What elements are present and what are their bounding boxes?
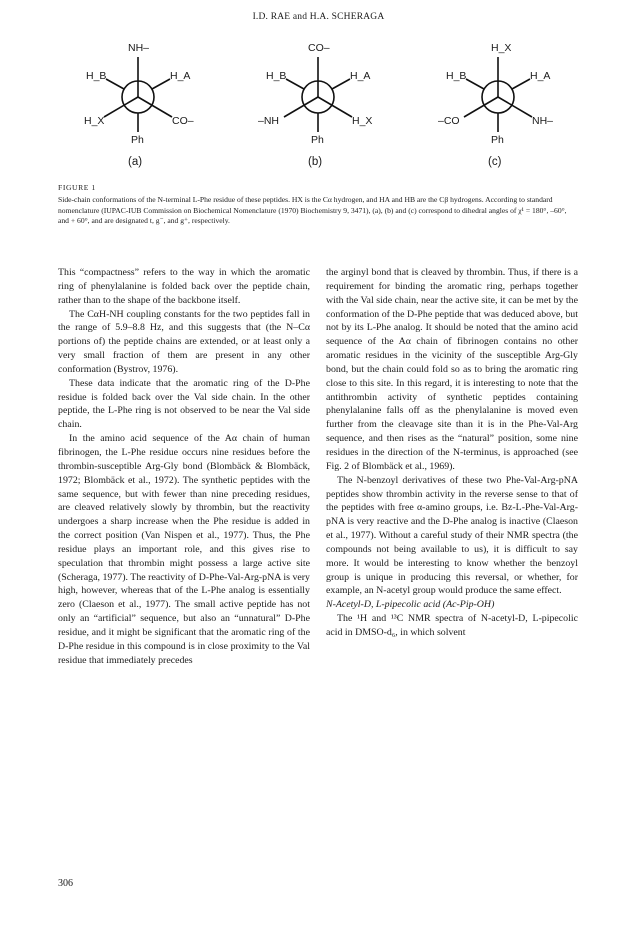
substituent-top: NH– <box>128 42 150 54</box>
substituent-bottom: Ph <box>131 134 144 146</box>
figure-1-newman-projections <box>58 40 578 172</box>
newman-diagram-b <box>248 40 388 172</box>
substituent-lower-right: NH– <box>532 115 554 127</box>
paragraph: These data indicate that the aromatic ring of the D-Phe residue is folded back over the Val side chain. In the other peptide, the L-Phe ring is not observed to be near the Val side chain. <box>58 377 310 431</box>
right-column <box>326 266 578 640</box>
substituent-lower-left: H_X <box>84 115 105 127</box>
substituent-lower-left: –CO <box>438 115 460 127</box>
newman-projection-a <box>68 40 208 172</box>
page-number: 306 <box>58 878 73 889</box>
substituent-lower-right: CO– <box>172 115 194 127</box>
panel-label-a: (a) <box>128 156 143 168</box>
substituent-upper-left: H_B <box>446 70 467 82</box>
panel-label-c: (c) <box>488 156 502 168</box>
left-column <box>58 266 310 667</box>
panel-label-b: (b) <box>308 156 323 168</box>
substituent-lower-left: –NH <box>258 115 280 127</box>
paragraph: In the amino acid sequence of the Aα chain of human fibrinogen, the L-Phe residue occurs nine residues before the thrombin-susceptible Arg-Gly bond (Blombäck & Blombäck, 1972; Blombäck et al., 1972). The synthetic peptides with the same sequence, but with fewer than nine preceding residues, are cleaved relatively slowly by thrombin, but the reactivity undergoes a sharp increase when the Phe residue is added in the correct position (Van Nispen et al., 1977). Thus, the Phe residue plays an important role, and this gives rise to speculation that thrombin might possess a large active site (Scheraga, 1977). The reactivity of D-Phe-Val-Arg-pNA is very high, however, whereas that of the L-Phe analog is essentially zero (Claeson et al., 1977). The small active peptide has not only an “artificial” sequence, but also an “unnatural” D-Phe residue, and it might be significant that the aromatic ring of the D-Phe residue in this compound is in close proximity to the Val residue that immediately precedes <box>58 433 310 666</box>
substituent-top: CO– <box>308 42 330 54</box>
paragraph: the arginyl bond that is cleaved by thrombin. Thus, if there is a requirement for binding the aromatic ring, perhaps together with the Val side chain, near the active site, it can be met by the conformation of the D-Phe peptide that was deduced above, but not by its L-Phe analog. It should be noted that the amino acid sequence of the Aα chain of fibrinogen contains no other aromatic residues in the vicinity of the susceptible Arg-Gly bond, but the chain could fold so as to bring the aromatic ring close to this site. In this regard, it is interesting to note that the antithrombin activity of synthetic peptides containing phenylalanine falls off as the phenylalanine is moved even further from the cleavage site than it is in the Phe-Val-Arg sequence, and then rises as the “natural” position, some nine residues in the direction of the N-terminus, is approached (see Fig. 2 of Blombäck et al., 1969). <box>326 267 578 472</box>
substituent-upper-right: H_A <box>530 70 551 82</box>
section-subheading: N-Acetyl-D, L-pipecolic acid (Ac-Pip-OH) <box>326 599 495 611</box>
substituent-lower-right: H_X <box>352 115 373 127</box>
paragraph: The ¹H and ¹³C NMR spectra of N-acetyl-D, L-pipecolic acid in DMSO-d₆, in which solvent <box>326 613 578 638</box>
paragraph: The CαH-NH coupling constants for the two peptides fall in the range of 5.9–8.8 Hz, and this suggests that (the N–Cα portions of) the peptide chains are extended, or at least only a very small fraction of them are present in any other conformation (Bystrov, 1976). <box>58 308 310 375</box>
running-head: I.D. RAE and H.A. SCHERAGA <box>252 12 385 22</box>
newman-diagram-a <box>68 40 208 172</box>
figure-caption-text: Side-chain conformations of the N-terminal L-Phe residue of these peptides. HX is the Cα hydrogen, and HA and HB are the Cβ hydrogens. According to standard nomenclature (IUPAC-IUB Commission on Biochemical Nomenclature (1970) Biochemistry 9, 3471), (a), (b) and (c) correspond to dihedral angles of χ¹ = 180°, –60°, and + 60°, and are designated t, g⁻, and g⁺, respectively. <box>58 195 567 226</box>
substituent-upper-right: H_A <box>350 70 371 82</box>
newman-diagram-c <box>428 40 568 172</box>
substituent-upper-left: H_B <box>266 70 287 82</box>
substituent-top: H_X <box>491 42 512 54</box>
paragraph: This “compactness” refers to the way in which the aromatic ring of phenylalanine is folded back over the peptide chain, rather than to the shape of the backbone itself. <box>58 267 310 306</box>
newman-projection-c <box>428 40 568 172</box>
substituent-upper-left: H_B <box>86 70 107 82</box>
substituent-bottom: Ph <box>491 134 504 146</box>
newman-projection-b <box>248 40 388 172</box>
figure-caption <box>58 183 578 227</box>
figure-caption-title: FIGURE 1 <box>58 183 96 192</box>
substituent-upper-right: H_A <box>170 70 191 82</box>
substituent-bottom: Ph <box>311 134 324 146</box>
paragraph: The N-benzoyl derivatives of these two Phe-Val-Arg-pNA peptides show thrombin activity in the reverse sense to that of the peptides with free α-amino groups, i.e. Bz-L-Phe-Val-Arg-pNA is very reactive and the D-Phe analog is inactive (Claeson et al., 1977). Without a careful study of their NMR spectra (the compounds not being available to us), it is difficult to say more. It would be interesting to know whether the benzoyl group is unique in producing this reversal, or whether, for example, an N-acetyl group would produce the same effect. <box>326 474 578 597</box>
